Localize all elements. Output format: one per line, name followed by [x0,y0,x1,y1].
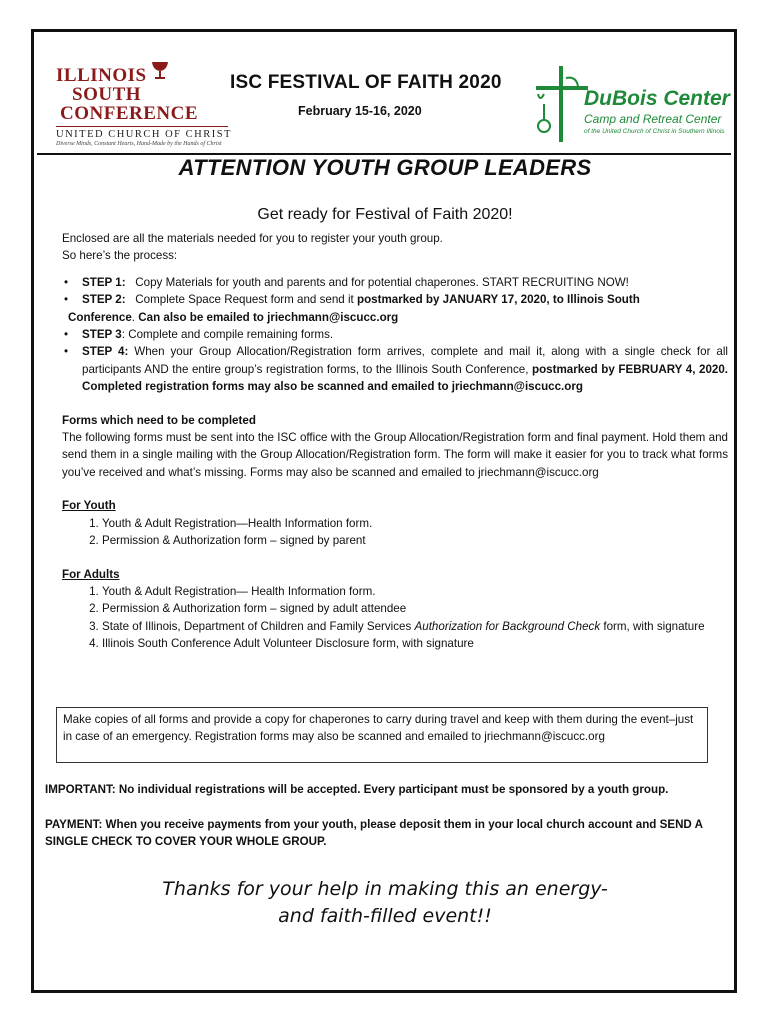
step-label: STEP 1: [82,275,126,289]
bullet-icon: • [64,293,69,307]
adults-section [62,566,728,653]
list-item: 2. Permission & Authorization form – signed by parent [102,532,728,549]
item-text: form, with signature [600,619,705,633]
list-item: 1. Youth & Adult Registration—Health Information form. [102,515,728,532]
payment-note: PAYMENT: When you receive payments from your youth, please deposit them in your local church account and SEND A SINGLE CHECK TO COVER YOUR WHOLE GROUP. [45,818,703,849]
dubois-tagline: of the United Church of Christ in Southern Illinois [584,128,725,135]
title-block [230,72,540,118]
attention-heading: ATTENTION YOUTH GROUP LEADERS [178,155,592,180]
logo-line-illinois: ILLINOIS [56,65,147,86]
important-note: IMPORTANT: No individual registrations will be accepted. Every participant must be sponsored by a youth group. [45,783,669,796]
intro-line-2: So here’s the process: [62,249,178,263]
list-item [102,618,728,635]
logo-line-conference: CONFERENCE [60,103,199,124]
forms-section [62,412,728,482]
document-body [62,230,728,653]
bullet-icon: • [64,345,69,359]
intro-line-1: Enclosed are all the materials needed for you to register your youth group. [62,232,443,245]
list-item: 1. Youth & Adult Registration— Health Information form. [102,583,728,600]
logo-line-south: SOUTH [72,84,142,105]
step-1 [62,274,728,291]
bullet-icon: • [64,328,69,342]
step-deadline: postmarked by FEBRUARY 4, 2020. Completed registration forms may also be scanned and emailed to jriechmann@iscucc.org [82,362,729,394]
item-italic: Authorization for Background Check [414,619,601,633]
step-label: STEP 4: [82,345,129,359]
isc-logo [56,66,236,147]
dubois-name: DuBois Center [584,87,730,110]
step-email: Can also be emailed to jriechmann@iscucc.org [138,310,399,324]
adult-forms-list [62,583,728,653]
step-deadline: postmarked by JANUARY 17, 2020, to Illinois South [356,293,640,307]
logo-denomination: UNITED CHURCH OF CHRIST [56,129,232,140]
steps-list [62,274,728,396]
bullet-icon: • [64,275,69,289]
youth-section [62,497,728,549]
list-item: 4. Illinois South Conference Adult Volunteer Disclosure form, with signature [102,635,728,652]
youth-heading: For Youth [62,499,116,513]
step-sep: . [131,310,139,324]
step-text: : Complete and compile remaining forms. [121,328,334,342]
step-2 [62,291,728,326]
thanks-line-1: Thanks for your help in making this an energy- [162,878,608,900]
step-label: STEP 3 [82,328,122,342]
notice-box: Make copies of all forms and provide a copy for chaperones to carry during travel and keep with them during the event–just in case of an emergency. Registration forms may also be scanned and emailed to jriechmann@iscucc.org [56,707,708,763]
chalice-icon [150,60,170,82]
step-conference: Conference [68,310,132,324]
youth-forms-list [62,515,728,550]
thanks-line-2: and faith-filled event!! [278,905,492,927]
item-text: State of Illinois, Department of Children and Family Services [102,619,415,633]
forms-text: The following forms must be sent into the ISC office with the Group Allocation/Registration form and final payment. Hold them and send them in a single mailing with the Group Allocation/Registration form. The form will make it easier for you to track what forms you’ve received and what’s missing. Forms may also be scanned and emailed to jriechmann@iscucc.org [62,431,728,479]
list-item: 2. Permission & Authorization form – signed by adult attendee [102,600,728,617]
step-text: Complete Space Request form and send it [135,293,357,307]
event-date: February 15-16, 2020 [298,104,422,118]
step-3 [62,326,728,343]
adults-heading: For Adults [62,567,120,581]
get-ready-heading: Get ready for Festival of Faith 2020! [257,206,513,223]
page-title: ISC FESTIVAL OF FAITH 2020 [230,72,502,93]
step-text: When your Group Allocation/Registration form arrives, complete and mail it, along with a single check for all participants AND the entire group’s registration forms, to the Illinois South Conference, [82,345,728,376]
thanks-message [0,876,770,930]
logo-tagline: Diverse Minds, Constant Hearts, Hand-Made by the Hands of Christ [56,141,222,147]
dubois-subtitle: Camp and Retreat Center [584,112,722,126]
logo-rule [56,126,228,127]
dubois-logo [584,88,734,135]
step-text: Copy Materials for youth and parents and for potential chaperones. START RECRUITING NOW! [135,275,629,289]
step-label: STEP 2: [82,293,126,307]
step-4 [62,343,728,395]
forms-heading: Forms which need to be completed [62,413,256,427]
